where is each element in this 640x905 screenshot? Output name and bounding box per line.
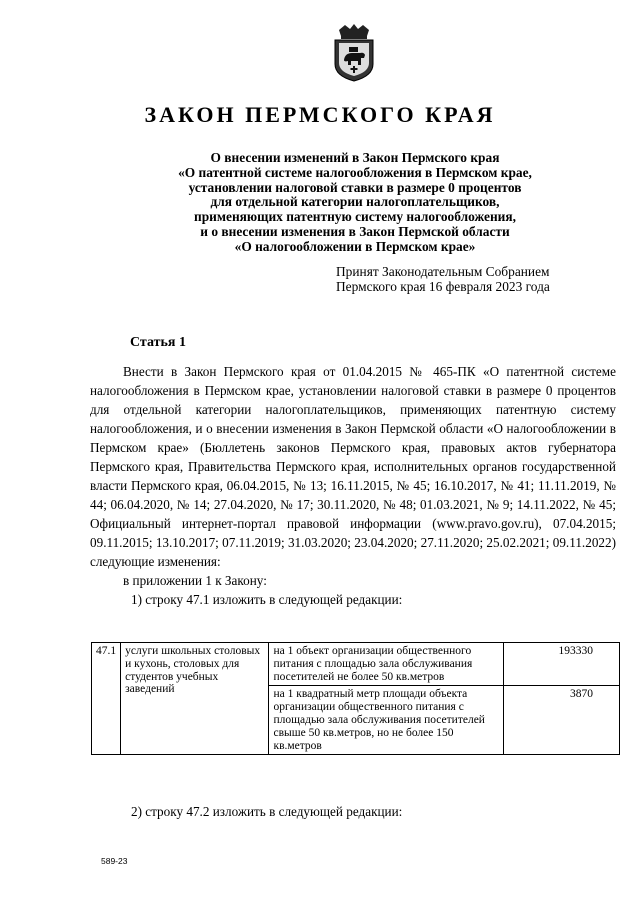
subtitle-line: для отдельной категории налогоплательщиков,: [210, 194, 500, 210]
description-cell: на 1 объект организации общественного питания с площадью зала обслуживания посетителей не более 50 кв.метров: [269, 643, 503, 686]
law-title: ЗАКОН ПЕРМСКОГО КРАЯ: [144, 102, 496, 127]
adoption-line: Пермского края 16 февраля 2023 года: [336, 279, 550, 294]
subtitle-line: и о внесении изменения в Закон Пермской области: [200, 223, 510, 239]
subtitle-line: применяющих патентную систему налогообложения,: [194, 209, 516, 225]
article-body: [90, 362, 616, 609]
value-cell: 193330: [503, 643, 619, 686]
document-code: 589-23: [101, 856, 128, 866]
article-paragraph: Внести в Закон Пермского края от 01.04.2015 № 465-ПК «О патентной системе налогообложения в Пермском крае, установлении налоговой ставки в размере 0 процентов для отдельной категории налогоплательщиков, применяющих патентную систему налогообложения, и о внесении изменения в Закон Пермской области «О налогообложении в Пермском крае» (Бюллетень законов Пермского края, правовых актов губернатора Пермского края, Правительства Пермского края, исполнительных органов государственной власти Пермского края, 06.04.2015, № 13; 16.11.2015, № 45; 16.10.2017, № 41; 11.11.2019, № 44; 06.04.2020, № 14; 27.04.2020, № 17; 30.11.2020, № 48; 01.03.2021, № 9; 14.11.2022, № 45; Официальный интернет-портал правовой информации (www.pravo.gov.ru), 07.04.2015; 09.11.2015; 13.10.2017; 07.11.2019; 31.03.2020; 23.04.2020; 27.11.2020; 25.02.2021; 09.11.2022) следующие изменения:: [90, 364, 616, 569]
amendment-item-1: 1) строку 47.1 изложить в следующей редакции:: [131, 592, 403, 607]
subtitle-line: О внесении изменений в Закон Пермского края: [210, 150, 500, 165]
description-cell: на 1 квадратный метр площади объекта организации общественного питания с площадью зала обслуживания посетителей свыше 50 кв.метров, но не более 150 кв.метров: [269, 686, 503, 755]
row-number-cell: 47.1: [92, 643, 121, 755]
subtitle-line: «О налогообложении в Пермском крае»: [234, 238, 476, 254]
coat-of-arms-icon: [331, 24, 377, 82]
amendment-item-2: 2) строку 47.2 изложить в следующей редакции:: [131, 804, 403, 819]
tax-rate-table: [91, 642, 620, 755]
appendix-line: в приложении 1 к Закону:: [123, 573, 267, 588]
table-row: [92, 643, 620, 686]
law-subtitle: [120, 151, 590, 255]
adoption-line: Принят Законодательным Собранием: [336, 264, 550, 279]
service-cell: услуги школьных столовых и кухонь, столовых для студентов учебных заведений: [121, 643, 269, 755]
subtitle-line: «О патентной системе налогообложения в Пермском крае,: [178, 164, 532, 180]
value-cell: 3870: [503, 686, 619, 755]
subtitle-line: установлении налоговой ставки в размере 0 процентов: [188, 179, 522, 195]
adoption-note: [336, 264, 626, 294]
article-heading: Статья 1: [130, 335, 186, 350]
